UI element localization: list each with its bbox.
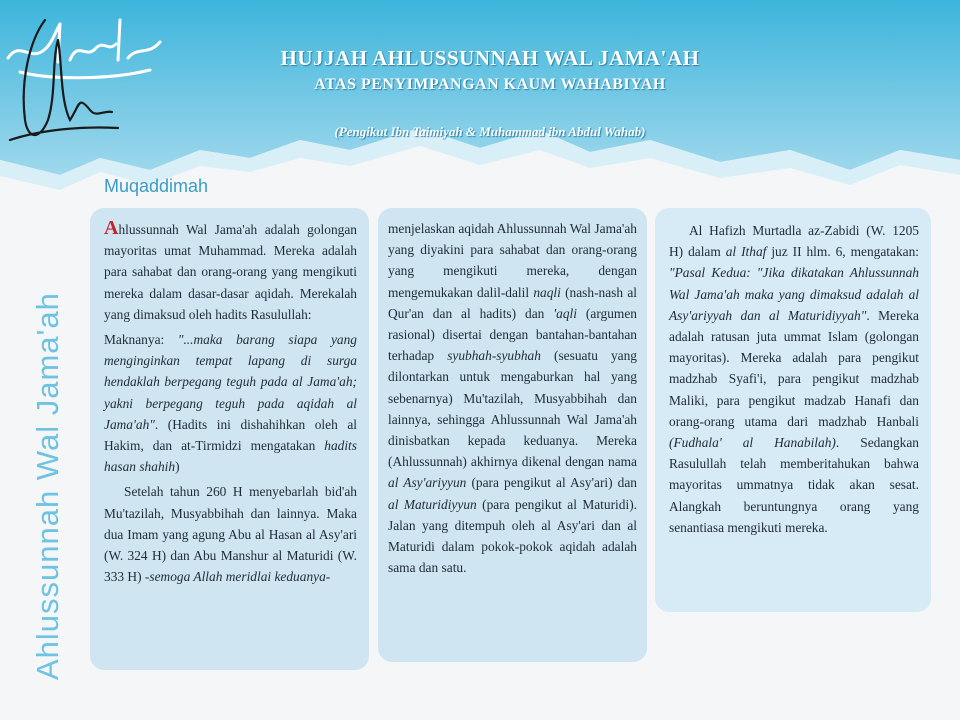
term: (Fudhala' al Hanabilah) <box>669 435 836 451</box>
hadith-grade: hadits hasan shahih <box>104 438 357 475</box>
paragraph-text: (para pengikut al Maturidi). Jalan yang ditempuh oleh al Asy'ari dan al Maturidi dalam pokok-pokok aqidah adalah sama dan satu. <box>388 496 638 576</box>
handwritten-signature <box>0 0 120 160</box>
subtitle: (Pengikut Ibn Taimiyah & Muhammad ibn Abdul Wahab) <box>334 124 646 139</box>
paragraph-text: ) <box>175 459 180 475</box>
text-column-1 <box>90 208 369 670</box>
term: al Maturidiyyun <box>388 496 477 512</box>
title-line-2: ATAS PENYIMPANGAN KAUM WAHABIYAH <box>314 76 666 93</box>
paragraph-text: (sesuatu yang dilontarkan untuk mengaburkan hal yang sebenarnya) Mu'tazilah, Musyabbihah dan lainnya, sehingga Ahlussunnah Wal Jama'ah dinisbatkan kepada keduanya. Mereka (Ahlussunnah) akhirnya dikenal dengan nama <box>388 348 637 470</box>
dropcap: A <box>104 217 119 239</box>
paragraph-text: hlussunnah Wal Jama'ah adalah golongan mayoritas umat Muhammad. Mereka adalah para sahabat dan orang-orang yang mengikuti mereka dalam dasar-dasar aqidah. Merekalah yang dimaksud oleh hadits Rasulullah: <box>104 222 357 322</box>
vertical-title: Ahlussunnah Wal Jama'ah <box>30 292 65 680</box>
paragraph-text: juz II hlm. 6, mengatakan: <box>766 244 919 260</box>
term: naqli <box>533 284 561 300</box>
paragraph <box>388 218 637 578</box>
paragraph-text: Setelah tahun 260 H menyebarlah bid'ah Mu'tazilah, Musyabbihah dan lainnya. Maka dua Imam yang agung Abu al Hasan al Asy'ari (W. 324 H) dan Abu Manshur al Maturidi (W. 333 H) <box>104 484 357 585</box>
header-banner <box>0 0 960 200</box>
paragraph-text: . Sedangkan Rasulullah telah memberitahukan bahwa mayoritas ummatnya tidak akan sesat. Alangkah beruntungnya orang yang senantiasa mengikuti mereka. <box>669 435 920 535</box>
paragraph-text: (para pengikut al Asy'ari) dan <box>466 475 638 491</box>
paragraph <box>669 220 919 538</box>
paragraph-text: . Mereka adalah ratusan juta ummat Islam (golongan mayoritas). Mereka adalah para pengikut madzhab Syafi'i, para pengikut madzhab Maliki, para pengikut madzab Hanafi dan orang-orang utama dari madzhab Hanbali <box>669 307 919 429</box>
book-title: al Ithaf <box>725 244 767 260</box>
title-line-1: HUJJAH AHLUSSUNNAH WAL JAMA'AH <box>280 46 700 70</box>
hadith-quote: "...maka barang siapa yang menginginkan tempat lapang di surga hendaklah berpegang teguh pada al Jama'ah; yakni berpegang teguh pada aqidah al Jama'ah" <box>104 332 357 432</box>
text-column-3 <box>655 208 931 612</box>
paragraph <box>104 329 357 477</box>
paragraph <box>104 218 357 325</box>
paragraph-text: Maknanya: <box>104 332 178 348</box>
term: 'aqli <box>553 305 577 321</box>
paragraph <box>104 481 357 587</box>
paragraph-text: Al Hafizh Murtadla az-Zabidi (W. 1205 H) dalam <box>669 223 919 260</box>
paragraph-text: (nash-nash al Qur'an dan al hadits) dan <box>388 284 637 321</box>
paragraph-text: menjelaskan aqidah Ahlussunnah Wal Jama'ah yang diyakini para sahabat dan orang-orang yang mengikuti mereka, dengan mengemukakan dalil-dalil <box>388 221 637 300</box>
text-column-2 <box>378 208 647 662</box>
section-label: Muqaddimah <box>104 176 209 196</box>
term: al Asy'ariyyun <box>388 475 467 491</box>
paragraph-text: (argumen rasional) disertai dengan bantahan-bantahan terhadap <box>388 305 637 364</box>
term: syubhah-syubhah <box>447 348 541 364</box>
quotation: "Pasal Kedua: "Jika dikatakan Ahlussunnah Wal Jama'ah maka yang dimaksud adalah al Asy'ariyyah dan al Maturidiyyah" <box>669 265 919 323</box>
paragraph-text: . (Hadits ini dishahihkan oleh al Hakim, dan at-Tirmidzi mengatakan <box>104 416 357 454</box>
paragraph-emphasis: -semoga Allah meridlai keduanya- <box>144 569 331 585</box>
